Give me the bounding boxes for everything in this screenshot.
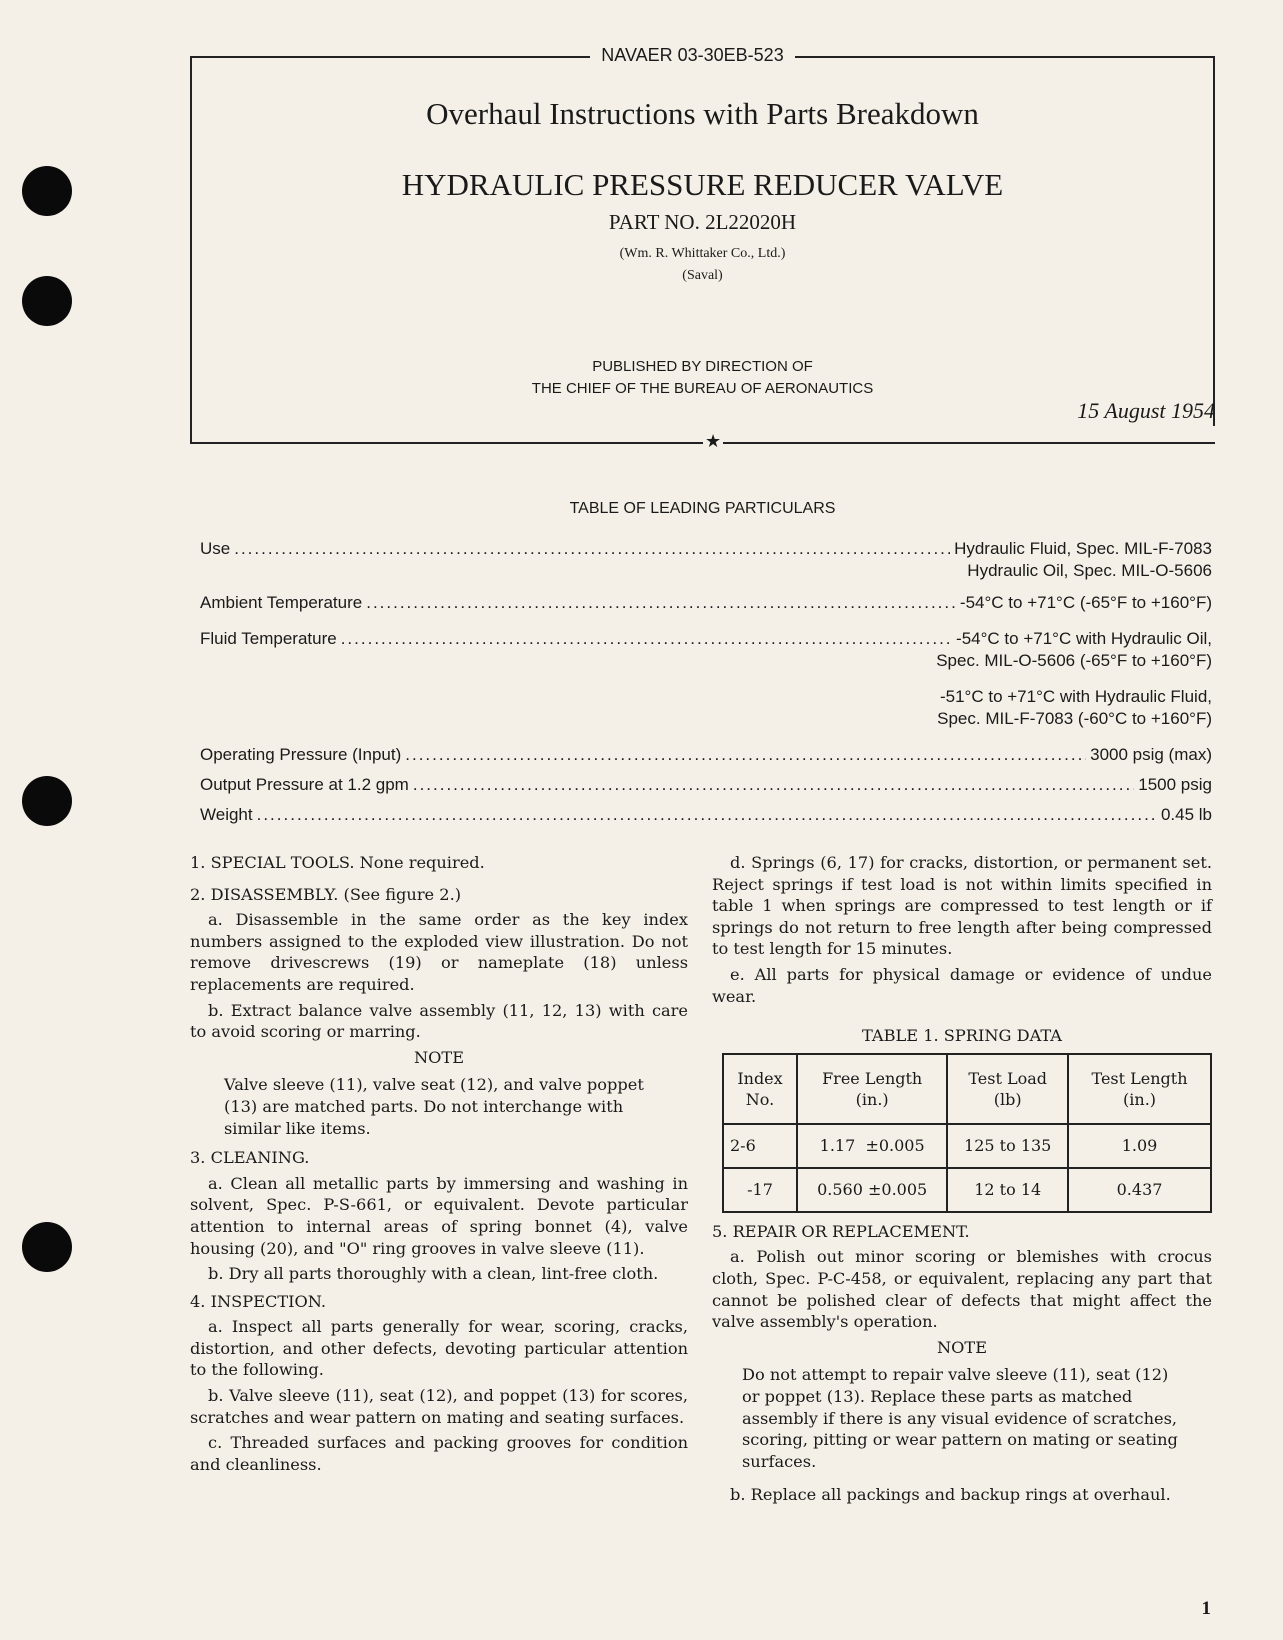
column-header: Free Length (in.) (797, 1054, 947, 1124)
paragraph: a. Clean all metallic parts by immersing and washing in solvent, Spec. P-S-661, or equivalent. Devote particular attention to internal areas of spring bonnet (4), valve housing (20), and "O" ring grooves in valve sleeve (11). (190, 1173, 688, 1258)
particulars-title: TABLE OF LEADING PARTICULARS (569, 500, 836, 517)
particular-label: Output Pressure at 1.2 gpm (200, 775, 409, 794)
table-cell: 1.17 ±0.005 (797, 1124, 947, 1168)
binder-hole (22, 166, 72, 216)
star-icon: ★ (705, 431, 722, 452)
note-text: Do not attempt to repair valve sleeve (11), seat (12) or poppet (13). Replace these parts as matched assembly if there is any visual evidence of scratches, scoring, pitting or wear pattern on mating or seating surfaces. (742, 1365, 1178, 1471)
particular-value: 0.45 lb (1160, 805, 1212, 824)
paragraph: b. Dry all parts thoroughly with a clean, lint-free cloth. (208, 1264, 659, 1284)
paragraph: d. Springs (6, 17) for cracks, distortion, or permanent set. Reject springs if test load is not within limits specified in table 1 when springs are compressed to test length or if springs do not return to free length after being compressed to test length for 15 minutes. (712, 853, 1212, 959)
particular-value-extra: Spec. MIL-F-7083 (-60°C to +160°F) (937, 709, 1212, 728)
section-inspection: 4. INSPECTION. (190, 1291, 327, 1311)
particular-label: Operating Pressure (Input) (200, 745, 402, 764)
particular-value: Hydraulic Fluid, Spec. MIL-F-7083 (954, 539, 1212, 558)
left-column (190, 852, 688, 1479)
section-special-tools: 1. SPECIAL TOOLS. None required. (190, 853, 485, 872)
table-row (723, 1124, 1211, 1168)
table-cell: 2-6 (723, 1124, 797, 1168)
section-repair: 5. REPAIR OR REPLACEMENT. (712, 1221, 970, 1241)
note-label: NOTE (936, 1337, 988, 1357)
manufacturer: (Wm. R. Whittaker Co., Ltd.) (619, 246, 786, 261)
particular-fluid-temperature (200, 628, 1212, 730)
paragraph: a. Disassemble in the same order as the key index numbers assigned to the exploded view illustration. Do not remove drivescrews (19) or nameplate (18) unless replacements are required. (190, 910, 688, 994)
particular-output-pressure (200, 774, 1212, 796)
note-text: Valve sleeve (11), valve seat (12), and valve poppet (13) are matched parts. Do not interchange with similar like items. (224, 1075, 644, 1138)
table-cell: 0.437 (1068, 1168, 1211, 1212)
section-cleaning: 3. CLEANING. (190, 1148, 310, 1168)
part-number: PART NO. 2L22020H (608, 210, 797, 234)
published-by: PUBLISHED BY DIRECTION OF (592, 358, 813, 375)
column-header: Test Load (lb) (947, 1054, 1068, 1124)
binder-hole (22, 1222, 72, 1272)
paragraph: b. Valve sleeve (11), seat (12), and poppet (13) for scores, scratches and wear pattern on mating and seating surfaces. (190, 1386, 688, 1427)
particular-ambient-temperature (200, 592, 1212, 614)
particular-weight (200, 804, 1212, 826)
particular-value-extra: Hydraulic Oil, Spec. MIL-O-5606 (967, 561, 1212, 580)
table-cell: 0.560 ±0.005 (797, 1168, 947, 1212)
paragraph: c. Threaded surfaces and packing grooves for condition and cleanliness. (190, 1433, 688, 1474)
brand: (Saval) (682, 268, 723, 283)
particulars-list (200, 538, 1212, 826)
table-title: TABLE 1. SPRING DATA (862, 1026, 1062, 1046)
particular-value-extra: -51°C to +71°C with Hydraulic Fluid, (939, 687, 1212, 706)
particular-value: 3000 psig (max) (1090, 745, 1212, 764)
frame-top-left (190, 56, 590, 58)
table-cell: -17 (723, 1168, 797, 1212)
paragraph: b. Extract balance valve assembly (11, 12, 13) with care to avoid scoring or marring. (190, 1000, 688, 1042)
right-column (712, 852, 1212, 1510)
page-number: 1 (1201, 1598, 1211, 1619)
subtitle: Overhaul Instructions with Parts Breakdown (426, 96, 979, 131)
particular-use (200, 538, 1212, 582)
frame-top-right (795, 56, 1215, 58)
note-label: NOTE (413, 1047, 465, 1067)
spring-data-table (722, 1053, 1212, 1213)
table-cell: 12 to 14 (947, 1168, 1068, 1212)
paragraph: a. Polish out minor scoring or blemishes with crocus cloth, Spec. P-C-458, or equivalent, replacing any part that cannot be polished clear of defects that might affect the valve assembly's operation. (712, 1247, 1212, 1332)
published-authority: THE CHIEF OF THE BUREAU OF AERONAUTICS (531, 380, 874, 397)
particular-value: 1500 psig (1138, 775, 1212, 794)
particular-operating-pressure (200, 744, 1212, 766)
particular-value-extra: Spec. MIL-O-5606 (-65°F to +160°F) (936, 651, 1212, 670)
table-cell: 1.09 (1068, 1124, 1211, 1168)
page-title: HYDRAULIC PRESSURE REDUCER VALVE (401, 167, 1004, 202)
binder-hole (22, 276, 72, 326)
publication-date: 15 August 1954 (1077, 398, 1215, 423)
binder-hole (22, 776, 72, 826)
particular-value: -54°C to +71°C with Hydraulic Oil, (956, 629, 1212, 648)
paragraph: b. Replace all packings and backup rings at overhaul. (730, 1485, 1171, 1505)
particular-label: Weight (200, 805, 253, 824)
column-header: Index No. (723, 1054, 797, 1124)
section-disassembly: 2. DISASSEMBLY. (See figure 2.) (190, 884, 462, 904)
particular-value: -54°C to +71°C (-65°F to +160°F) (959, 593, 1212, 612)
paragraph: e. All parts for physical damage or evidence of undue wear. (712, 964, 1212, 1006)
particular-label: Fluid Temperature (200, 629, 337, 648)
paragraph: a. Inspect all parts generally for wear, scoring, cracks, distortion, and other defects, devoting particular attention to the following. (190, 1317, 688, 1380)
column-header: Test Length (in.) (1068, 1054, 1211, 1124)
table-header-row (723, 1054, 1211, 1124)
particular-label: Ambient Temperature (200, 593, 363, 612)
particular-label: Use (200, 539, 231, 558)
table-row (723, 1168, 1211, 1212)
doc-number: NAVAER 03-30EB-523 (601, 45, 784, 65)
table-cell: 125 to 135 (947, 1124, 1068, 1168)
